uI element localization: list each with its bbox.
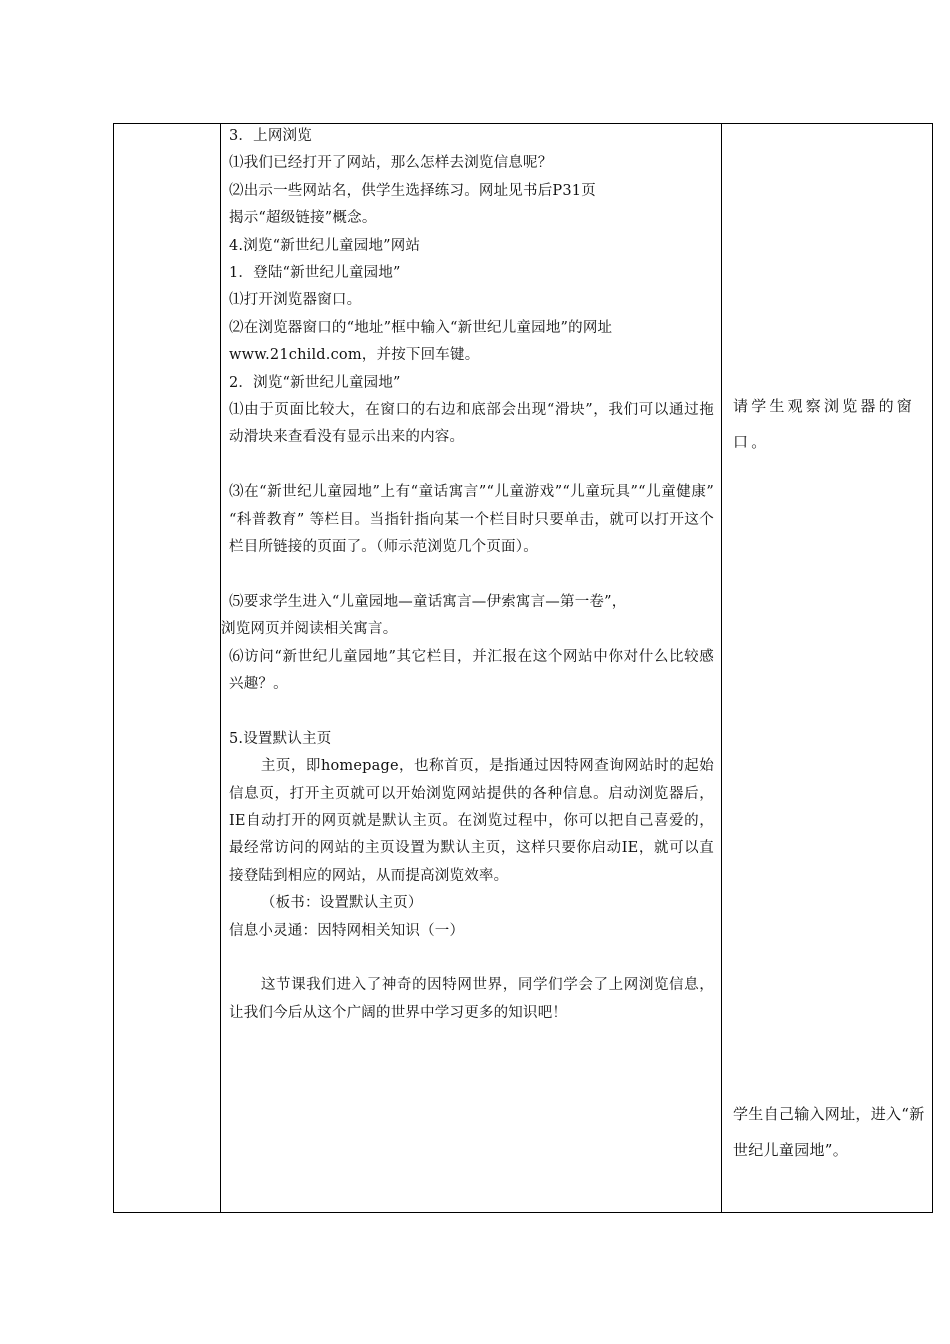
spacer [229, 452, 714, 479]
spacer [229, 561, 714, 588]
lesson-content-column [221, 123, 714, 1027]
step1-item-a: ⑴打开浏览器窗口。 [229, 292, 362, 309]
step1-title: 1．登陆“新世纪儿童园地” [229, 264, 401, 281]
board-note: （板书：设置默认主页） [260, 895, 423, 912]
spacer [229, 945, 714, 972]
step1-item-b-line1: ⑵在浏览器窗口的“地址”框中输入“新世纪儿童园地”的网址 [229, 319, 613, 336]
lesson-summary: 这节课我们进入了神奇的因特网世界，同学们学会了上网浏览信息，让我们今后从这个广阔的世界中学习更多的知识吧！ [229, 977, 714, 1021]
section4-title: 4.浏览“新世纪儿童园地”网站 [229, 237, 421, 254]
side-note-observe-browser: 请学生观察浏览器的窗口。 [733, 397, 916, 451]
step1-item-b-line2: www.21child.com，并按下回车键。 [229, 347, 480, 364]
section3-question-1: ⑴我们已经打开了网站，那么怎样去浏览信息呢？ [229, 155, 553, 172]
step2-item-e-line2: 浏览网页并阅读相关寓言。 [221, 621, 398, 638]
step2-title: 2．浏览“新世纪儿童园地” [229, 374, 401, 391]
section3-question-2: ⑵出示一些网站名，供学生选择练习。网址见书后P31页 [229, 182, 596, 199]
column-divider-right [721, 124, 722, 1212]
section3-title: 3．上网浏览 [229, 128, 312, 144]
column-divider-left [220, 124, 221, 1212]
step2-item-a: ⑴由于页面比较大，在窗口的右边和底部会出现“滑块”，我们可以通过拖动滑块来查看没有显示出来的内容。 [229, 401, 714, 446]
section3-reveal: 揭示“超级链接”概念。 [229, 210, 377, 227]
info-tip: 信息小灵通：因特网相关知识（一） [229, 922, 465, 939]
side-note-enter-url: 学生自己输入网址，进入“新世纪儿童园地”。 [733, 1105, 925, 1159]
step2-item-e-line1: ⑸要求学生进入“儿童园地—童话寓言—伊索寓言—第一卷”， [229, 593, 627, 610]
step2-item-c: ⑶在“新世纪儿童园地”上有“童话寓言”“儿童游戏”“儿童玩具”“儿童健康” “科普教育” 等栏目。当指针指向某一个栏目时只要单击，就可以打开这个栏目所链接的页面了。（师示范浏览几个页面）。 [229, 484, 714, 555]
section5-body: 主页，即homepage，也称首页，是指通过因特网查询网站时的起始信息页，打开主页就可以开始浏览网站提供的各种信息。启动浏览器后，IE自动打开的网页就是默认主页。在浏览过程中，你可以把自己喜爱的，最经常访问的网站的主页设置为默认主页，这样只要你启动IE，就可以直接登陆到相应的网站，从而提高浏览效率。 [229, 758, 714, 884]
step2-item-f: ⑹访问“新世纪儿童园地”其它栏目，并汇报在这个网站中你对什么比较感兴趣？。 [229, 648, 714, 692]
section5-title: 5.设置默认主页 [229, 730, 332, 747]
spacer [229, 698, 714, 725]
